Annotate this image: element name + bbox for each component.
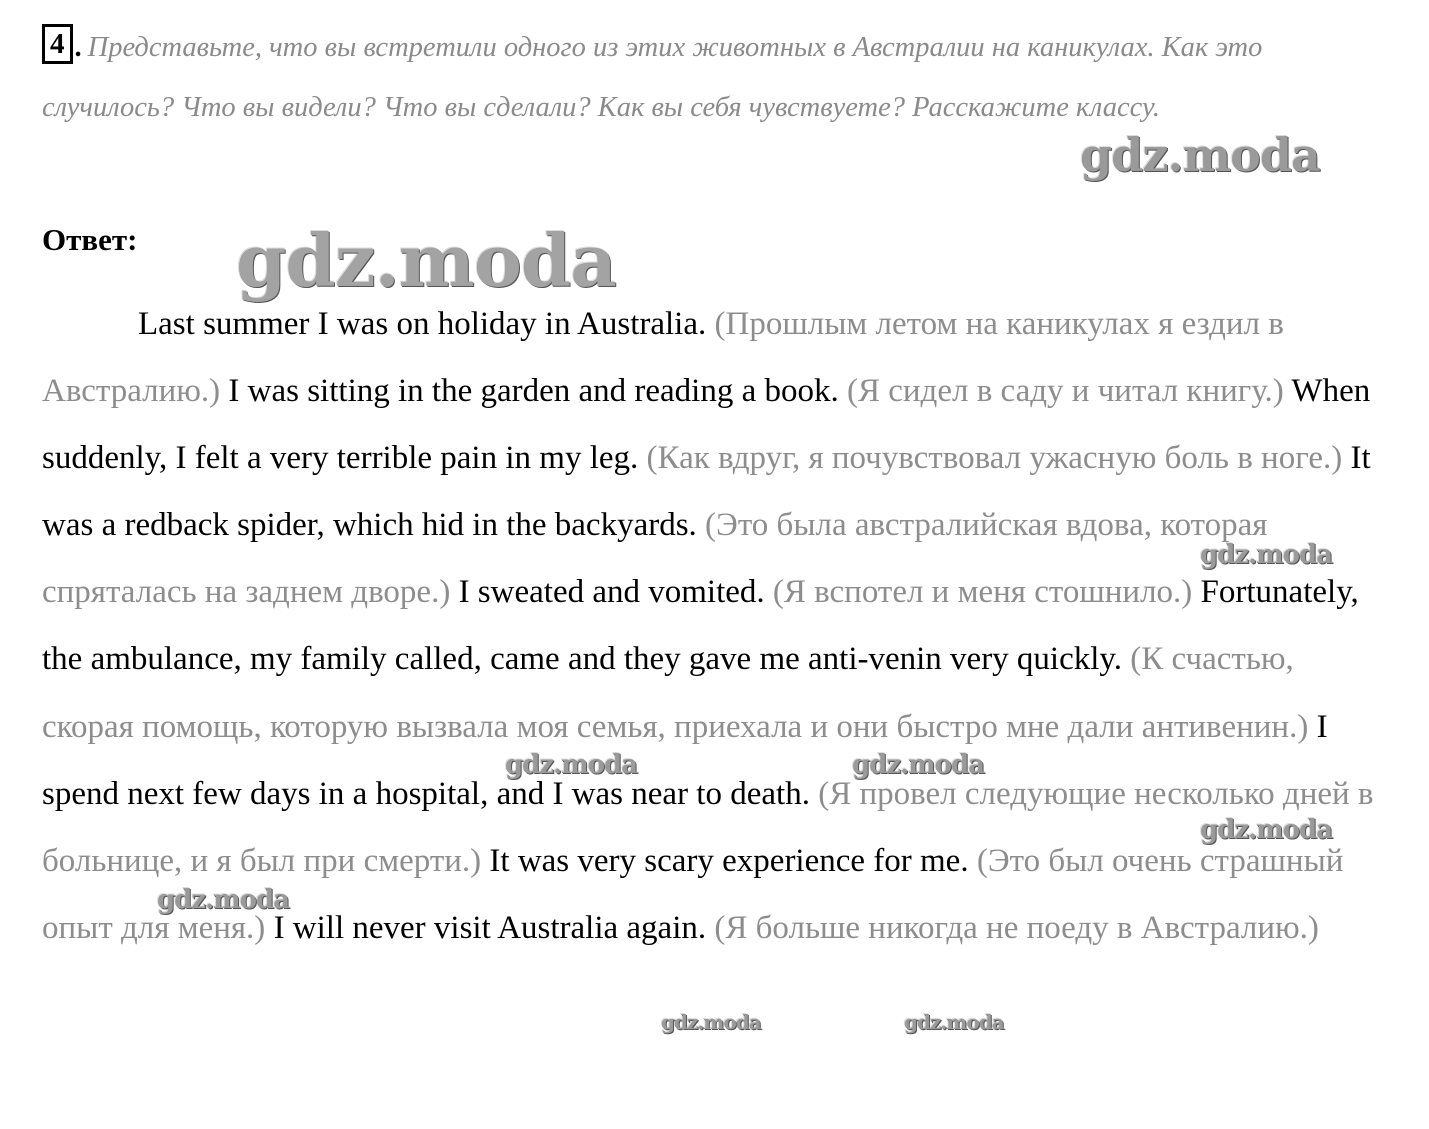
answer-sentence-ru: (Я больше никогда не поеду в Австралию.) (714, 909, 1319, 946)
answer-sentence-ru: (Это был очень страшный опыт для меня.) (42, 842, 1344, 946)
task-number-dot: . (74, 32, 82, 63)
answer-sentence-en: It was a redback spider, which hid in the backyards. (42, 440, 1371, 544)
answer-sentence-en: I sweated and vomited. (458, 574, 765, 611)
watermark: gdz.moda (505, 750, 638, 780)
answer-sentence-ru: (Прошлым летом на каникулах я ездил в Австралию.) (42, 306, 1284, 410)
watermark: gdz.moda (904, 1010, 1004, 1034)
answer-sentence-en: It was very scary experience for me. (489, 842, 969, 879)
watermark: gdz.moda (157, 885, 290, 915)
task-number: 4 (42, 24, 73, 64)
answer-sentence-ru: (Это была австралийская вдова, которая спряталась на заднем дворе.) (42, 507, 1268, 611)
answer-sentence-en: Fortunately, the ambulance, my family called, came and they gave me anti-venin very quickly. (42, 574, 1359, 678)
answer-sentence-ru: (Я провел следующие несколько дней в больнице, и я был при смерти.) (42, 775, 1374, 879)
answer-sentence-en: When suddenly, I felt a very terrible pain in my leg. (42, 373, 1371, 477)
watermark: gdz.moda (236, 218, 616, 303)
answer-sentence-ru: (Я сидел в саду и читал книгу.) (847, 373, 1284, 410)
answer-sentence-ru: (К счастью, скорая помощь, которую вызвала моя семья, приехала и они быстро мне дали антивенин.) (42, 641, 1309, 745)
task-text: Представьте, что вы встретили одного из этих животных в Австралии на каникулах. Как это случилось? Что вы видели? Что вы сделали? Как вы себя чувствуете? Расскажите классу. (42, 32, 1263, 123)
watermark: gdz.moda (661, 1010, 761, 1034)
watermark: gdz.moda (1200, 815, 1333, 845)
answer-text (42, 291, 1387, 962)
answer-sentence-en: I was sitting in the garden and reading a book. (228, 373, 839, 410)
answer-sentence-en: Last summer I was on holiday in Australia. (138, 306, 707, 342)
answer-sentence-ru: (Я вспотел и меня стошнило.) (772, 574, 1193, 611)
task-statement (42, 18, 1387, 138)
answer-sentence-en: I will never visit Australia again. (273, 909, 707, 946)
answer-sentence-en: I spend next few days in a hospital, and I was near to death. (42, 708, 1328, 812)
watermark: gdz.moda (1080, 128, 1320, 182)
watermark: gdz.moda (1200, 540, 1333, 570)
answer-label: Ответ: (42, 222, 138, 257)
answer-sentence-ru: (Как вдруг, я почувствовал ужасную боль в ноге.) (646, 440, 1343, 477)
watermark: gdz.moda (852, 750, 985, 780)
